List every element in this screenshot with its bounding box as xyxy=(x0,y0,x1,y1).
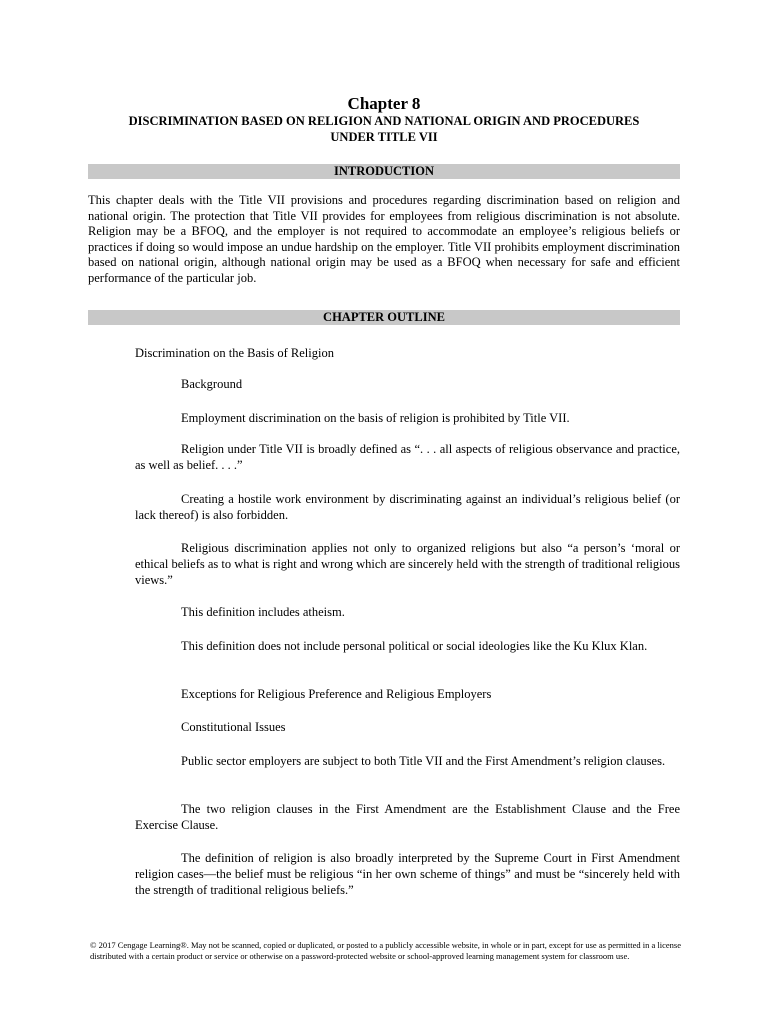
outline-item: This definition includes atheism. xyxy=(181,605,345,619)
outline-item: Exceptions for Religious Preference and Religious Employers xyxy=(181,687,492,701)
outline-item: Background xyxy=(181,377,243,391)
outline-item: Religious discrimination applies not only to organized religions but also “a person’s ‘moral or ethical beliefs as to what is right and wrong which are sincerely held with the strength of traditional religious views.” xyxy=(135,541,680,587)
introduction-heading: INTRODUCTION xyxy=(88,164,680,179)
chapter-number: Chapter 8 xyxy=(347,94,421,113)
outline-item: Public sector employers are subject to both Title VII and the First Amendment’s religion clauses. xyxy=(181,754,666,768)
outline-item: Creating a hostile work environment by discriminating against an individual’s religious belief (or lack thereof) is also forbidden. xyxy=(135,492,680,522)
chapter-title-line-2: UNDER TITLE VII xyxy=(330,130,438,144)
chapter-title xyxy=(80,113,688,145)
outline-item: This definition does not include personal political or social ideologies like the Ku Klux Klan. xyxy=(181,639,648,653)
outline-item: The two religion clauses in the First Amendment are the Establishment Clause and the Free Exercise Clause. xyxy=(135,802,680,832)
outline-item: Constitutional Issues xyxy=(181,720,286,734)
introduction-paragraph: This chapter deals with the Title VII provisions and procedures regarding discrimination based on religion and national origin. The protection that Title VII provides for employees from religious discrimination is not absolute. Religion may be a BFOQ, and the employer is not required to accommodate an employee’s religious beliefs or practices if doing so would impose an undue hardship on the employer. Title VII prohibits employment discrimination based on national origin, although national origin may be used as a BFOQ when necessary for safe and efficient performance of the particular job. xyxy=(88,193,680,285)
outline-item: Religion under Title VII is broadly defined as “. . . all aspects of religious observance and practice, as well as belief. . . .” xyxy=(135,442,680,472)
outline-item: Discrimination on the Basis of Religion xyxy=(135,346,334,360)
copyright-footer: © 2017 Cengage Learning®. May not be scanned, copied or duplicated, or posted to a publicly accessible website, in whole or in part, except for use as permitted in a license distributed with a certain product or service or otherwise on a password-protected website or school-approved learning management system for classroom use. xyxy=(90,940,681,961)
chapter-title-line-1: DISCRIMINATION BASED ON RELIGION AND NATIONAL ORIGIN AND PROCEDURES xyxy=(128,114,640,128)
chapter-outline-heading: CHAPTER OUTLINE xyxy=(88,310,680,325)
outline-item: The definition of religion is also broadly interpreted by the Supreme Court in First Amendment religion cases—the belief must be religious “in her own scheme of things” and must be “sincerely held with the strength of traditional religious beliefs.” xyxy=(135,851,680,897)
outline-item: Employment discrimination on the basis of religion is prohibited by Title VII. xyxy=(181,411,570,425)
